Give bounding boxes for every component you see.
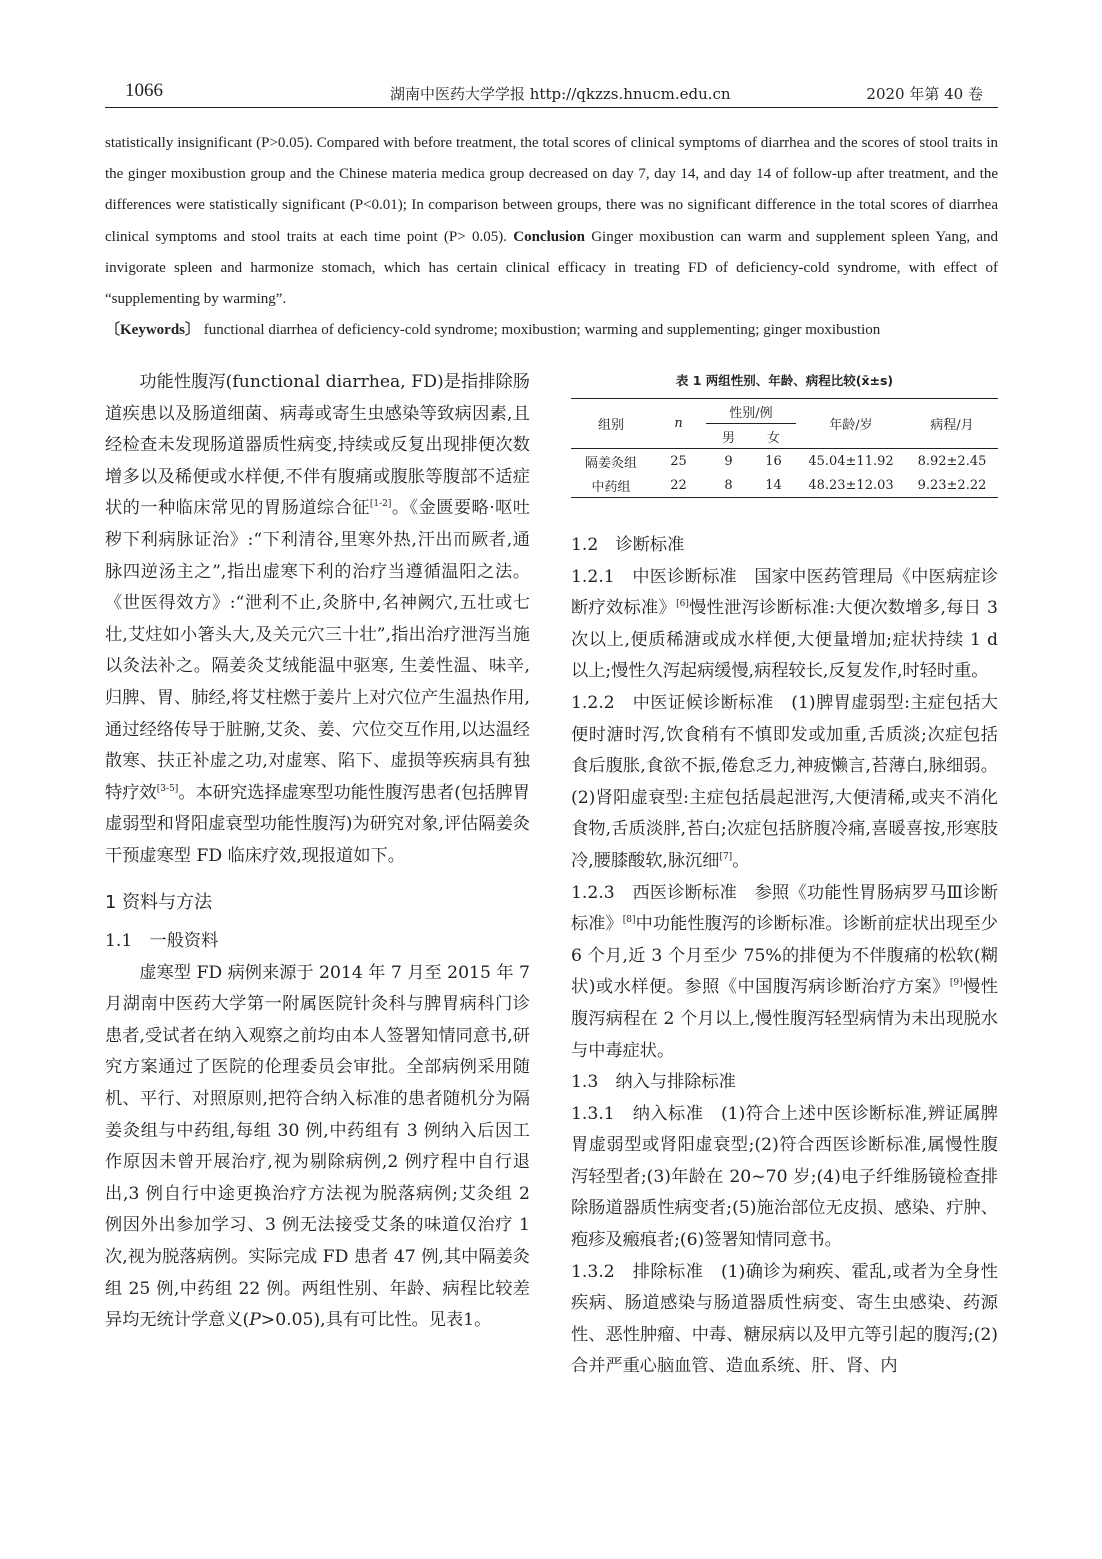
general-data-text: 虚寒型 FD 病例来源于 2014 年 7 月至 2015 年 7 月湖南中医药大学第一附属医院针灸科与脾胃病科门诊患者,受试者在纳入观察之前均由本人签署知情同意书,研究方案通过了医院的伦理委员会审批。全部病例采用随机、平行、对照原则,把符合纳入标准的患者随机分为隔姜灸组与中药组,每组 30 例,中药组有 3 例纳入后因工作原因未曾开展治疗,视为剔除病例,2 例疗程中自行退出,3 例自行中途更换治疗方法视为脱落病例;艾灸组 2 例因外出参加学习、3 例无法接受艾条的味道仅治疗 1 次,视为脱落病例。实际完成 FD 患者 47 例,其中隔姜灸组 25 例,中药组 22 例。两组性别、年龄、病程比较差异均无统计学意义(	[105, 962, 530, 1331]
western-diagnosis-text-2: 中功能性腹泻的诊断标准。诊断前症状出现至少 6 个月,近 3 个月至少 75%的排便为不伴腹痛的松软(糊状)或水样便。参照《中国腹泻病诊断治疗方案》	[571, 914, 998, 998]
cell-female: 14	[751, 473, 796, 498]
intro-text-1: 功能性腹泻(functional diarrhea, FD)是指排除肠道疾患以及肠道细菌、病毒或寄生虫感染等致病因素,且经检查未发现肠道器质性病变,持续或反复出现排便次数增多以及稀便或水样便,不伴有腹痛或腹胀等腹部不适症状的一种临床常见的胃肠道综合征	[105, 372, 530, 519]
keywords-text: functional diarrhea of deficiency-cold syndrome; moxibustion; warming and supplementing; ginger moxibustion	[200, 322, 881, 339]
inclusion-criteria-paragraph: 1.3.1 纳入标准 (1)符合上述中医诊断标准,辨证属脾胃虚弱型或肾阳虚衰型;(2)符合西医诊断标准,属慢性腹泻轻型者;(3)年龄在 20~70 岁;(4)电子纤维肠镜检查排除肠道器质性病变者;(5)施治部位无皮损、感染、疔肿、疱疹及瘢痕者;(6)签署知情同意书。	[571, 1103, 998, 1251]
cell-female: 16	[765, 453, 782, 469]
table-1-title: 表 1 两组性别、年龄、病程比较(x̄±s)	[675, 373, 894, 388]
subsection-heading-1-1: 1.1 一般资料	[105, 931, 219, 952]
citation-7: [7]	[719, 851, 733, 862]
journal-title: 湖南中医药大学学报 http://qkzzs.hnucm.edu.cn	[390, 85, 731, 103]
western-diagnosis-paragraph	[571, 878, 998, 1068]
col-n: n	[651, 399, 706, 449]
table-1	[571, 398, 998, 498]
citation-9: [9]	[949, 978, 963, 989]
conclusion-text: Ginger moxibustion can warm and supplement spleen Yang, and invigorate spleen and harmonize stomach, which has certain clinical efficacy in treating FD of deficiency-cold syndrome, with effect of “supplementing by warming”.	[105, 228, 999, 308]
left-column	[105, 367, 530, 1337]
p-symbol: P	[249, 1310, 261, 1331]
cell-n: 25	[670, 453, 687, 469]
citation-3-5: [3-5]	[156, 783, 179, 794]
cell-course: 9.23±2.22	[906, 473, 998, 498]
table-header-row	[571, 399, 998, 424]
syndrome-diagnosis-paragraph	[571, 688, 998, 878]
subsection-heading-1-3: 1.3 纳入与排除标准	[571, 1072, 736, 1093]
syndrome-diagnosis-end: 。	[732, 850, 750, 871]
syndrome-diagnosis-text: 1.2.2 中医证候诊断标准 (1)脾胃虚弱型:主症包括大便时溏时泻,饮食稍有不慎即发或加重,舌质淡;次症包括食后腹胀,食欲不振,倦怠乏力,神疲懒言,苔薄白,脉细弱。(2)肾阳虚衰型:主症包括晨起泄泻,大便清稀,或夹不消化食物,舌质淡胖,苔白;次症包括脐腹冷痛,喜暖喜按,形寒肢冷,腰膝酸软,脉沉细	[571, 692, 998, 871]
cell-age: 48.23±12.03	[796, 473, 906, 498]
section-heading-1: 1 资料与方法	[105, 891, 213, 913]
citation-8: [8]	[622, 915, 636, 926]
cell-course: 8.92±2.45	[917, 453, 987, 469]
cell-group: 隔姜灸组	[584, 455, 637, 471]
tcm-diagnosis-text: 1.2.1 中医诊断标准 国家中医药管理局《中医病症诊断疗效标准》	[571, 566, 998, 619]
cell-n: 22	[651, 473, 706, 498]
col-course: 病程/月	[906, 399, 998, 449]
western-diagnosis-text-3: 慢性腹泻病程在 2 个月以上,慢性腹泻轻型病情为未出现脱水与中毒症状。	[571, 977, 998, 1061]
header-rule	[105, 107, 998, 108]
tcm-diagnosis-text-2: 慢性泄泻诊断标准:大便次数增多,每日 3 次以上,便质稀溏或成水样便,大便量增加;症状持续 1 d 以上;慢性久泻起病缓慢,病程较长,反复发作,时轻时重。	[571, 598, 998, 682]
abstract-text: statistically insignificant (P>0.05). Compared with before treatment, the total scores of clinical symptoms of diarrhea and the scores of stool traits in the ginger moxibustion group and the Chinese materia medica group decreased on day 7, day 14, and day 14 of follow-up after treatment, and the differences were statistically significant (P<0.01); In comparison between groups, there was no significant difference in the total scores of diarrhea clinical symptoms and stool traits at each time point (P> 0.05).	[105, 135, 998, 245]
col-group: 组别	[571, 399, 651, 449]
col-female: 女	[751, 424, 796, 449]
exclusion-criteria-paragraph: 1.3.2 排除标准 (1)确诊为痢疾、霍乱,或者为全身性疾病、肠道感染与肠道器质性病变、寄生虫感染、药源性、恶性肿瘤、中毒、糖尿病以及甲亢等引起的腹泻;(2)合并严重心脑血管、造血系统、肝、肾、内	[571, 1261, 998, 1377]
cell-group: 中药组	[571, 473, 651, 498]
intro-text-2: 。《金匮要略·呕吐秽下利病脉证治》:“下利清谷,里寒外热,汗出而厥者,通脉四逆汤主之”,指出虚寒下利的治疗当遵循温阳之法。《世医得效方》:“泄利不止,灸脐中,名神阙穴,五壮或七壮,艾炷如小箸头大,及关元穴三十壮”,指出治疗泄泻当施以灸法补之。隔姜灸艾绒能温中驱寒, 生姜性温、味辛,归脾、胃、肺经,将艾柱燃于姜片上对穴位产生温热作用,通过经络传导于脏腑,艾灸、姜、穴位交互作用,以达温经散寒、扶正补虚之功,对虚寒、陷下、虚损等疾病具有独特疗效	[105, 498, 530, 803]
subsection-heading-1-2: 1.2 诊断标准	[571, 535, 685, 555]
cell-age: 45.04±11.92	[808, 453, 894, 469]
citation-6: [6]	[676, 599, 689, 610]
right-column	[571, 530, 998, 1383]
col-sex: 性别/例	[706, 399, 796, 424]
general-data-text-end: >0.05),具有可比性。见表1。	[260, 1310, 492, 1331]
intro-paragraph	[105, 367, 530, 873]
citation-1-2: [1-2]	[369, 499, 392, 510]
col-male: 男	[706, 424, 751, 449]
page-number: 1066	[125, 80, 163, 101]
year-volume: 2020 年第 40 卷	[866, 85, 983, 103]
intro-text-3: 。本研究选择虚寒型功能性腹泻患者(包括脾胃虚弱型和肾阳虚衰型功能性腹泻)为研究对象,评估隔姜灸干预虚寒型 FD 临床疗效,现报道如下。	[105, 782, 530, 866]
col-age: 年龄/岁	[796, 399, 906, 449]
cell-male: 9	[724, 453, 733, 469]
tcm-diagnosis-paragraph	[571, 562, 998, 688]
keywords-label: 〔Keywords〕	[105, 322, 200, 339]
general-data-paragraph	[105, 958, 530, 1337]
table-row	[571, 449, 998, 474]
western-diagnosis-text: 1.2.3 西医诊断标准 参照《功能性胃肠病罗马Ⅲ诊断标准》	[571, 882, 998, 935]
cell-male: 8	[706, 473, 751, 498]
page-header	[105, 80, 998, 110]
abstract	[105, 128, 998, 346]
conclusion-label: Conclusion	[513, 228, 585, 245]
table-row	[571, 473, 998, 498]
